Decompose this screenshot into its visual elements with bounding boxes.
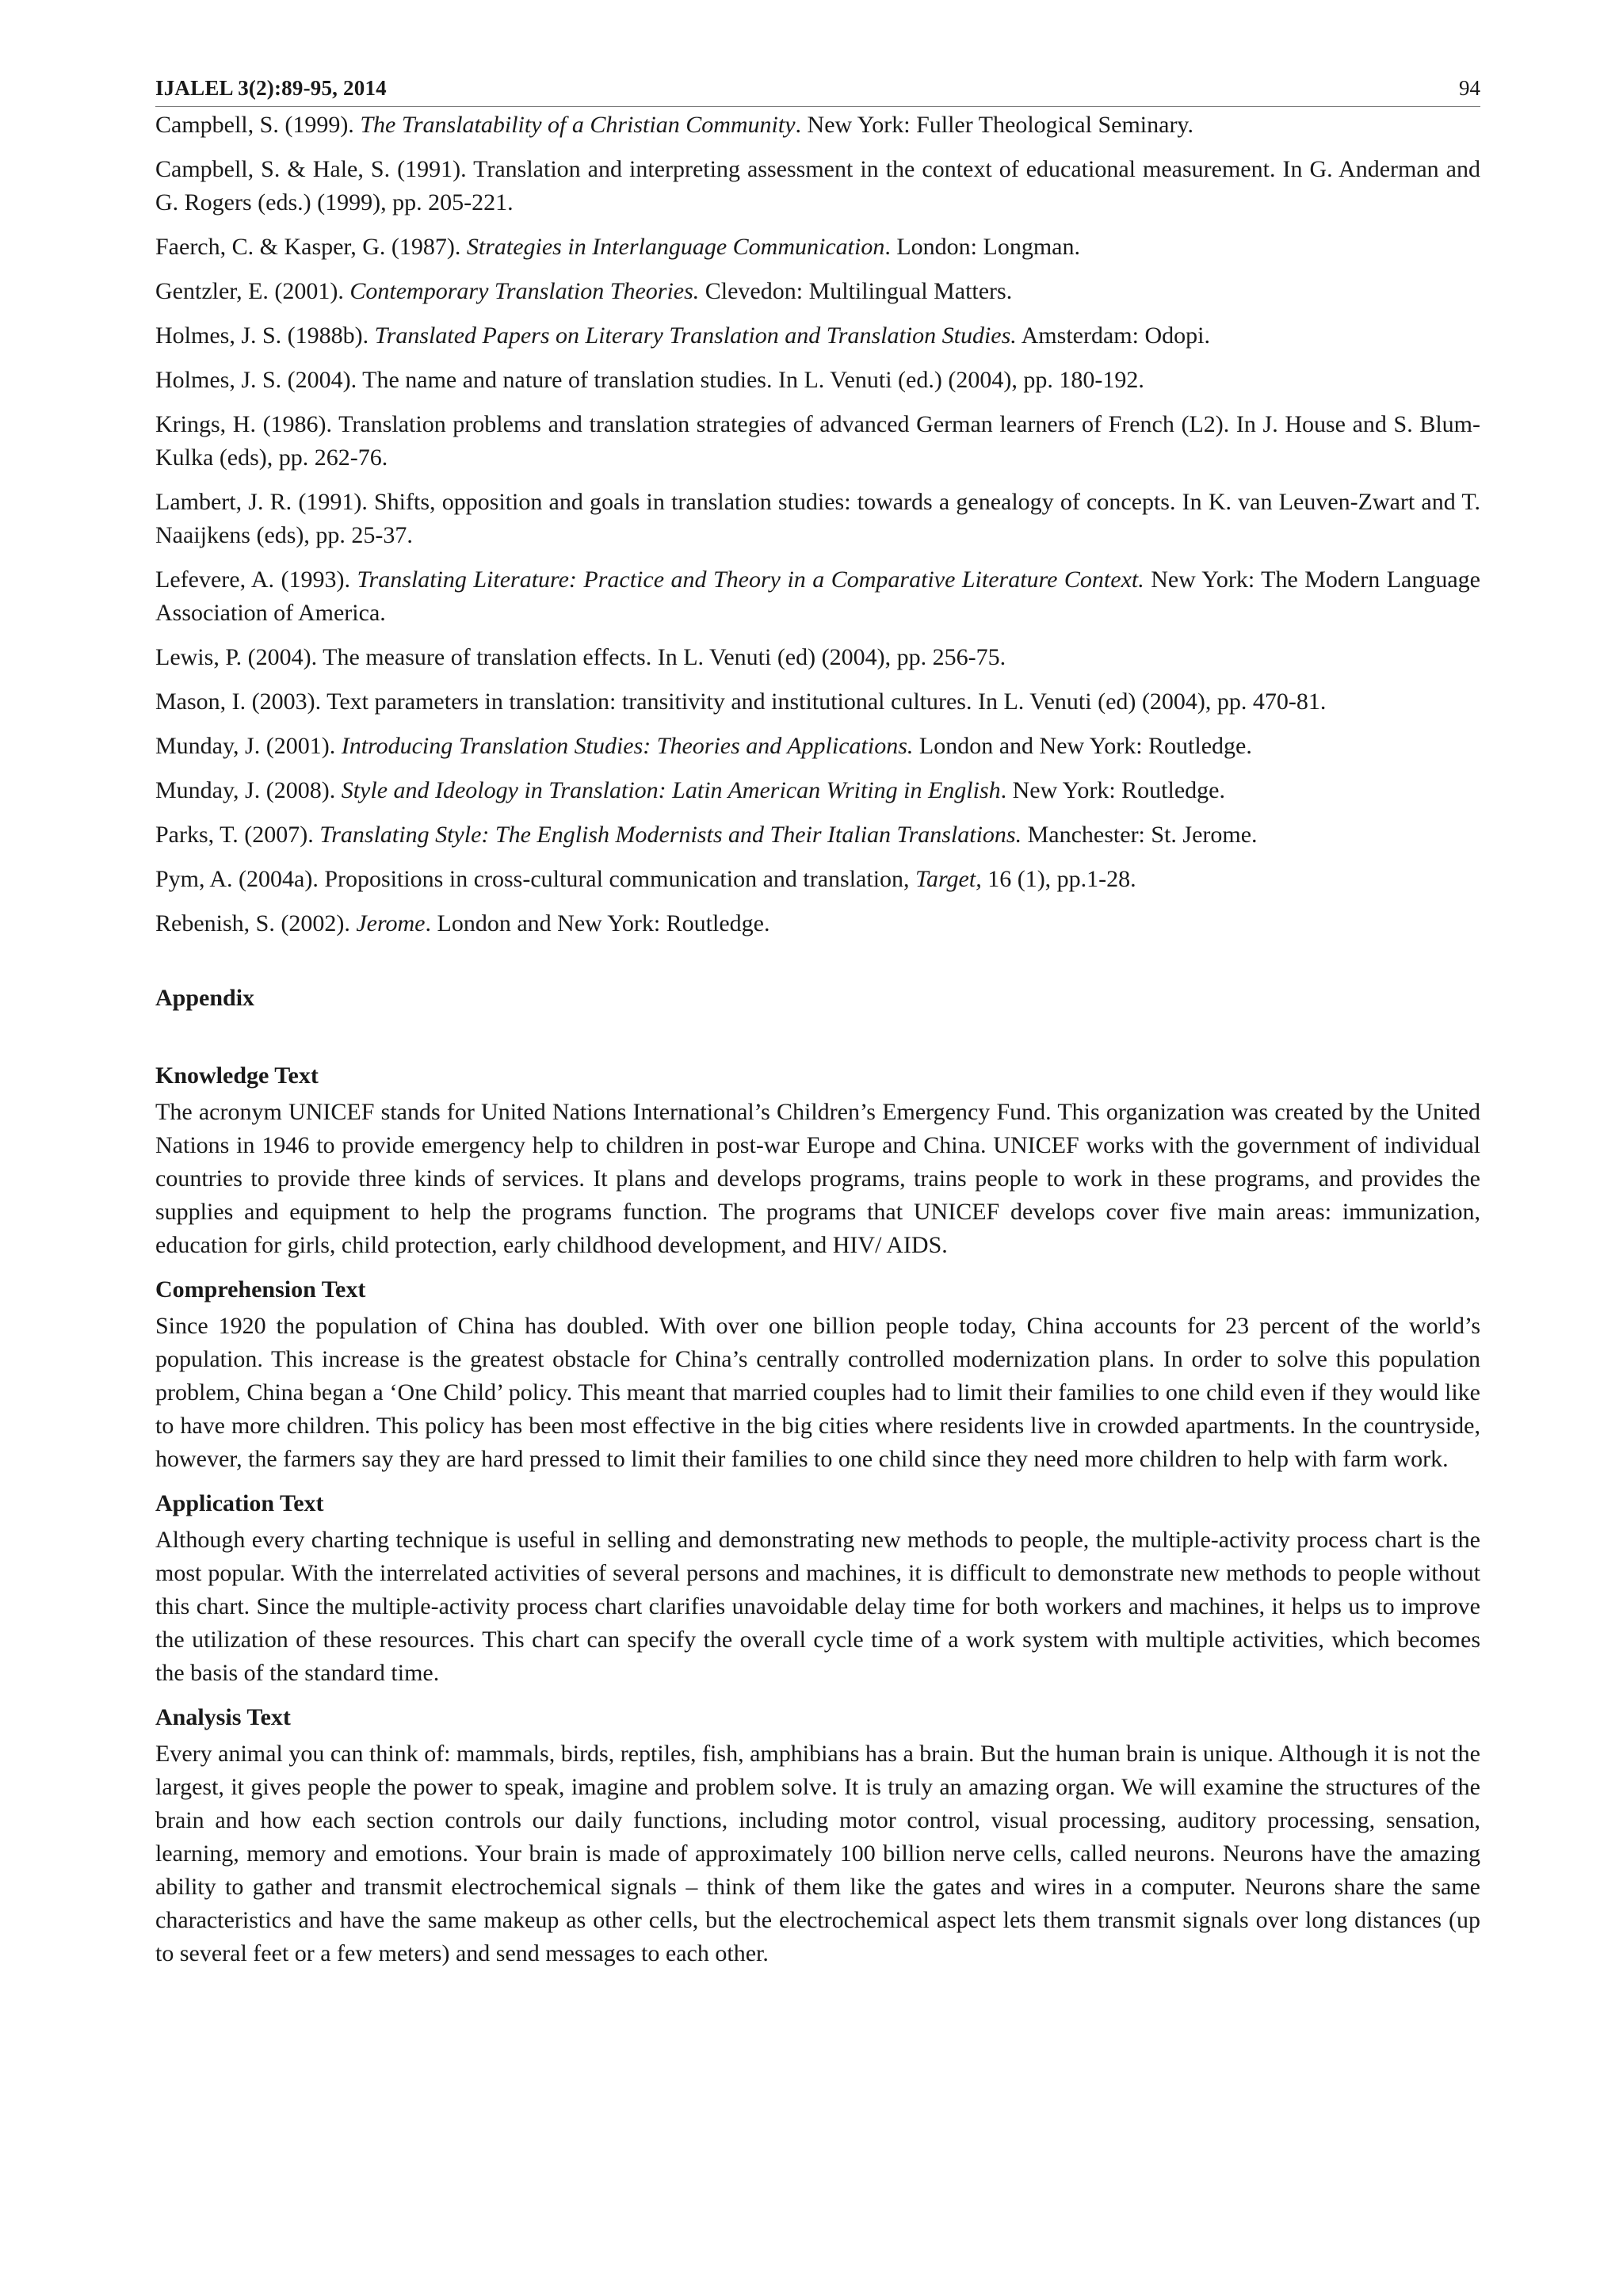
running-header xyxy=(155,76,1480,107)
reference-publisher: London and New York: Routledge. xyxy=(913,733,1252,759)
appendix-section xyxy=(155,1059,1480,1262)
section-heading: Analysis Text xyxy=(155,1704,291,1730)
appendix-section xyxy=(155,1701,1480,1970)
reference-text: Campbell, S. (1999). xyxy=(155,112,361,138)
reference-title: Jerome xyxy=(356,910,426,936)
reference-entry xyxy=(155,486,1480,552)
reference-text: Campbell, S. & Hale, S. (1991). Translation and interpreting assessment in the context of educational measurement. In G. Anderman and G. Rogers (eds.) (1999), pp. 205-221. xyxy=(155,156,1480,215)
journal-citation: IJALEL 3(2):89-95, 2014 xyxy=(155,76,387,100)
appendix-sections xyxy=(155,1059,1480,1970)
reference-text: Lefevere, A. (1993). xyxy=(155,566,357,593)
reference-text: Mason, I. (2003). Text parameters in translation: transitivity and institutional cultures. In L. Venuti (ed) (2004), pp. 470-81. xyxy=(155,688,1327,715)
reference-entry xyxy=(155,563,1480,630)
reference-entry xyxy=(155,319,1480,353)
reference-entry xyxy=(155,818,1480,852)
reference-text: Lewis, P. (2004). The measure of translation effects. In L. Venuti (ed) (2004), pp. 256-75. xyxy=(155,644,1006,670)
reference-entry xyxy=(155,907,1480,940)
reference-text: Parks, T. (2007). xyxy=(155,822,320,848)
reference-entry xyxy=(155,275,1480,308)
reference-list xyxy=(155,109,1480,940)
reference-text: Lambert, J. R. (1991). Shifts, opposition and goals in translation studies: towards a genealogy of concepts. In K. van Leuven-Zwart and T. Naaijkens (eds), pp. 25-37. xyxy=(155,489,1480,548)
reference-entry xyxy=(155,685,1480,719)
reference-entry xyxy=(155,863,1480,896)
reference-title: Style and Ideology in Translation: Latin American Writing in English xyxy=(341,777,1001,803)
reference-publisher: . London and New York: Routledge. xyxy=(425,910,770,936)
reference-entry xyxy=(155,730,1480,763)
reference-text: Rebenish, S. (2002). xyxy=(155,910,357,936)
appendix-section xyxy=(155,1273,1480,1476)
reference-publisher: . New York: Fuller Theological Seminary. xyxy=(795,112,1193,138)
reference-entry xyxy=(155,774,1480,807)
section-body: Since 1920 the population of China has doubled. With over one billion people today, China accounts for 23 percent of the world’s population. This increase is the greatest obstacle for China’s centrally controlled modernization plans. In order to solve this population problem, China began a ‘One Child’ policy. This meant that married couples had to limit their families to one child even if they would like to have more children. This policy has been most effective in the big cities where residents live in crowded apartments. In the countryside, however, the farmers say they are hard pressed to limit their families to one child since they need more children to help with farm work. xyxy=(155,1313,1480,1472)
reference-entry xyxy=(155,109,1480,142)
reference-title: Contemporary Translation Theories. xyxy=(349,278,700,304)
section-heading: Comprehension Text xyxy=(155,1276,366,1302)
reference-title: Translated Papers on Literary Translation and Translation Studies. xyxy=(374,322,1017,349)
section-body: Every animal you can think of: mammals, birds, reptiles, fish, amphibians has a brain. But the human brain is unique. Although it is not the largest, it gives people the power to speak, imagine and problem solve. It is truly an amazing organ. We will examine the structures of the brain and how each section controls our daily functions, including motor control, visual processing, auditory processing, sensation, learning, memory and emotions. Your brain is made of approximately 100 billion nerve cells, called neurons. Neurons have the amazing ability to gather and transmit electrochemical signals – think of them like the gates and wires in a computer. Neurons share the same characteristics and have the same makeup as other cells, but the electrochemical aspect lets them transmit signals over long distances (up to several feet or a few meters) and send messages to each other. xyxy=(155,1741,1480,1966)
section-body: Although every charting technique is useful in selling and demonstrating new methods to people, the multiple-activity process chart is the most popular. With the interrelated activities of several persons and machines, it is difficult to demonstrate new methods to people without this chart. Since the multiple-activity process chart clarifies unavoidable delay time for both workers and machines, it helps us to improve the utilization of these resources. This chart can specify the overall cycle time of a work system with multiple activities, which becomes the basis of the standard time. xyxy=(155,1527,1480,1686)
reference-publisher: Amsterdam: Odopi. xyxy=(1016,322,1210,349)
page-number: 94 xyxy=(1459,76,1480,100)
reference-text: Faerch, C. & Kasper, G. (1987). xyxy=(155,234,467,260)
reference-publisher: Manchester: St. Jerome. xyxy=(1022,822,1258,848)
reference-publisher: . London: Longman. xyxy=(884,234,1080,260)
page xyxy=(155,76,1480,1981)
reference-title: Strategies in Interlanguage Communication xyxy=(466,234,885,260)
reference-title: Introducing Translation Studies: Theories and Applications. xyxy=(341,733,914,759)
reference-publisher: 16 (1), pp.1-28. xyxy=(981,866,1136,892)
reference-title: Translating Literature: Practice and Theory in a Comparative Literature Context. xyxy=(357,566,1144,593)
reference-title: The Translatability of a Christian Community xyxy=(360,112,796,138)
reference-entry xyxy=(155,641,1480,674)
reference-text: Pym, A. (2004a). Propositions in cross-cultural communication and translation, xyxy=(155,866,916,892)
reference-title: Translating Style: The English Modernists and Their Italian Translations. xyxy=(319,822,1022,848)
reference-text: Munday, J. (2001). xyxy=(155,733,342,759)
section-heading: Application Text xyxy=(155,1490,324,1516)
reference-text: Holmes, J. S. (1988b). xyxy=(155,322,375,349)
section-heading: Knowledge Text xyxy=(155,1062,319,1089)
reference-entry xyxy=(155,231,1480,264)
reference-text: Munday, J. (2008). xyxy=(155,777,342,803)
reference-publisher: . New York: Routledge. xyxy=(1000,777,1225,803)
reference-text: Krings, H. (1986). Translation problems and translation strategies of advanced German learners of French (L2). In J. House and S. Blum-Kulka (eds), pp. 262-76. xyxy=(155,411,1480,471)
reference-text: Holmes, J. S. (2004). The name and nature of translation studies. In L. Venuti (ed.) (2004), pp. 180-192. xyxy=(155,367,1144,393)
section-body: The acronym UNICEF stands for United Nations International’s Children’s Emergency Fund. This organization was created by the United Nations in 1946 to provide emergency help to children in post-war Europe and China. UNICEF works with the government of individual countries to provide three kinds of services. It plans and develops programs, trains people to work in these programs, and provides the supplies and equipment to help the programs function. The programs that UNICEF develops cover five main areas: immunization, education for girls, child protection, early childhood development, and HIV/ AIDS. xyxy=(155,1099,1480,1258)
appendix-section xyxy=(155,1487,1480,1690)
reference-entry xyxy=(155,364,1480,397)
reference-title: Target, xyxy=(915,866,982,892)
reference-entry xyxy=(155,153,1480,219)
appendix-heading: Appendix xyxy=(155,985,255,1011)
reference-text: Gentzler, E. (2001). xyxy=(155,278,350,304)
reference-entry xyxy=(155,408,1480,475)
reference-publisher: Clevedon: Multilingual Matters. xyxy=(699,278,1013,304)
reference-publisher: New York: The Modern Language Association of America. xyxy=(155,566,1480,626)
